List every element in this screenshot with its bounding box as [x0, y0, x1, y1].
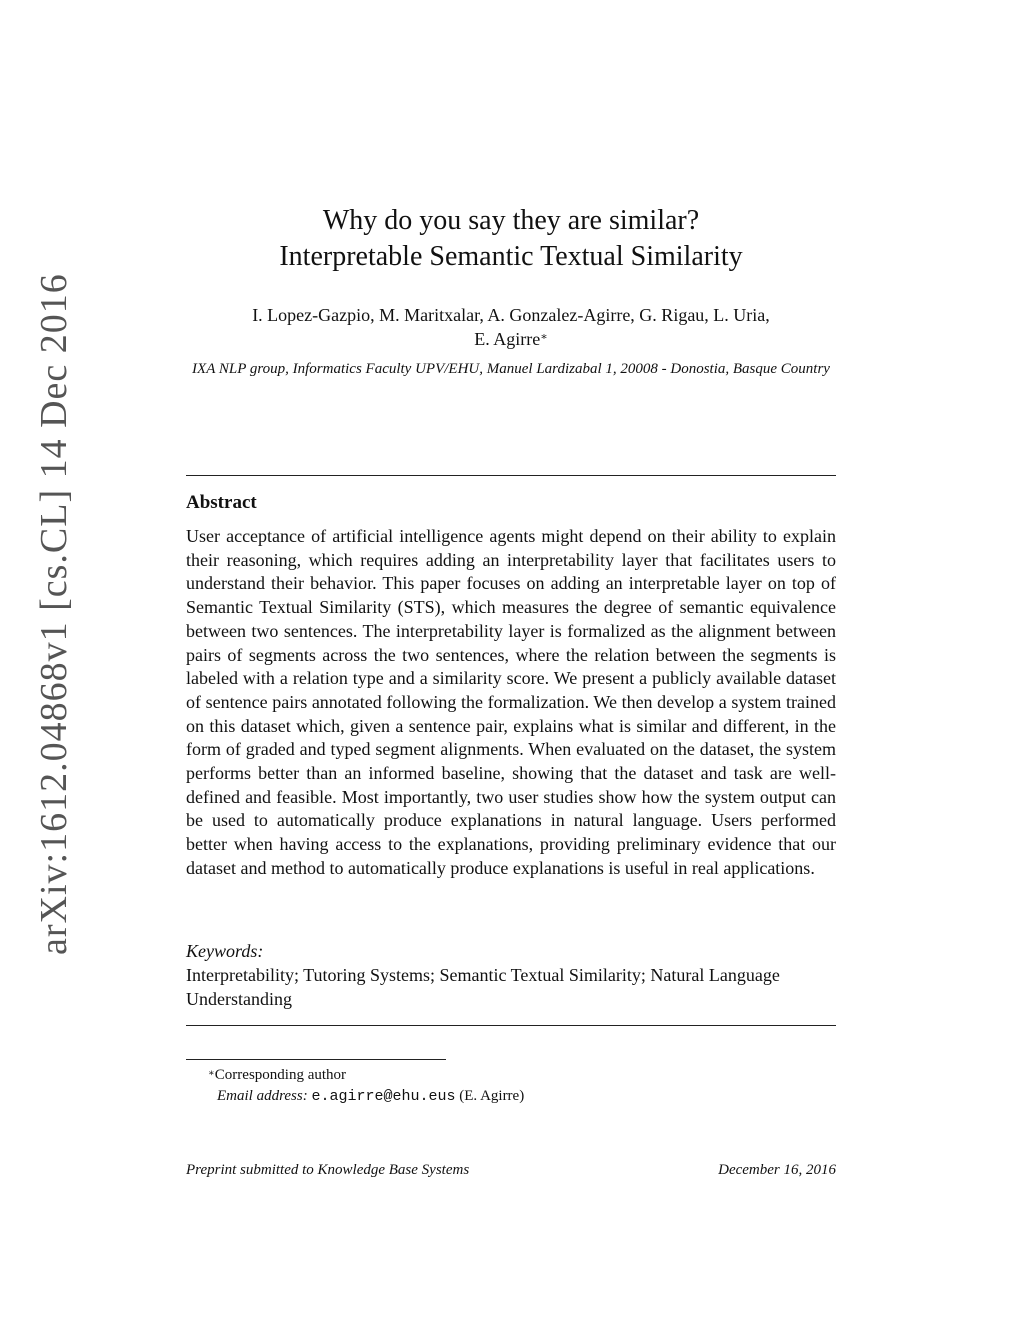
- email-address-link[interactable]: e.agirre@ehu.eus: [311, 1088, 456, 1105]
- preprint-submission-note: Preprint submitted to Knowledge Base Systems: [186, 1162, 470, 1178]
- title-line-1: Why do you say they are similar?: [322, 205, 700, 236]
- affiliation: IXA NLP group, Informatics Faculty UPV/EHU, Manuel Lardizabal 1, 20008 - Donostia, Basque Country: [192, 361, 830, 377]
- footnote-email: [217, 1086, 524, 1107]
- abstract-heading: Abstract: [186, 492, 257, 513]
- abstract-body: User acceptance of artificial intelligence agents might depend on their ability to explain their reasoning, which requires adding an interpretability layer that facilitates users to understand their behavior. This paper focuses on adding an interpretable layer on top of Semantic Textual Similarity (STS), which measures the degree of semantic equivalence between two sentences. The interpretability layer is formalized as the alignment between pairs of segments across the two sentences, where the relation between the segments is labeled with a relation type and a similarity score. We present a publicly available dataset of sentence pairs annotated following the formalization. We then develop a system trained on this dataset which, given a sentence pair, explains what is similar and different, in the form of graded and typed segment alignments. When evaluated on the dataset, the system performs better than an informed baseline, showing that the dataset and task are well-defined and feasible. Most importantly, two user studies show how the system output can be used to automatically produce explanations in natural language. Users performed better when having access to the explanations, providing preliminary evidence that our dataset and method to automatically produce explanations is useful in real applications.: [186, 526, 836, 878]
- paper-title: [186, 203, 836, 275]
- footnote-corresponding-text: Corresponding author: [214, 1067, 347, 1083]
- email-owner: (E. Agirre): [459, 1088, 525, 1104]
- preprint-date: December 16, 2016: [718, 1162, 836, 1178]
- keywords-list: Interpretability; Tutoring Systems; Semantic Textual Similarity; Natural Language Understanding: [186, 965, 780, 1009]
- author-list: [186, 303, 836, 351]
- abstract-top-rule: [186, 475, 836, 476]
- arxiv-identifier-stamp: arXiv:1612.04868v1 [cs.CL] 14 Dec 2016: [33, 273, 75, 955]
- last-author: E. Agirre: [474, 329, 541, 349]
- footnote-mark: ∗: [208, 1068, 215, 1079]
- corresponding-author-mark: ∗: [540, 331, 548, 343]
- title-line-2: Interpretable Semantic Textual Similarity: [279, 241, 743, 272]
- footnote-corresponding: [208, 1065, 346, 1085]
- email-label: Email address:: [217, 1088, 308, 1104]
- abstract-bottom-rule: [186, 1025, 836, 1026]
- authors-line-2: [186, 327, 836, 351]
- footnote-rule: [186, 1059, 446, 1060]
- authors-line-1: I. Lopez-Gazpio, M. Maritxalar, A. Gonzalez-Agirre, G. Rigau, L. Uria,: [252, 305, 770, 325]
- keywords-label: Keywords:: [186, 941, 264, 961]
